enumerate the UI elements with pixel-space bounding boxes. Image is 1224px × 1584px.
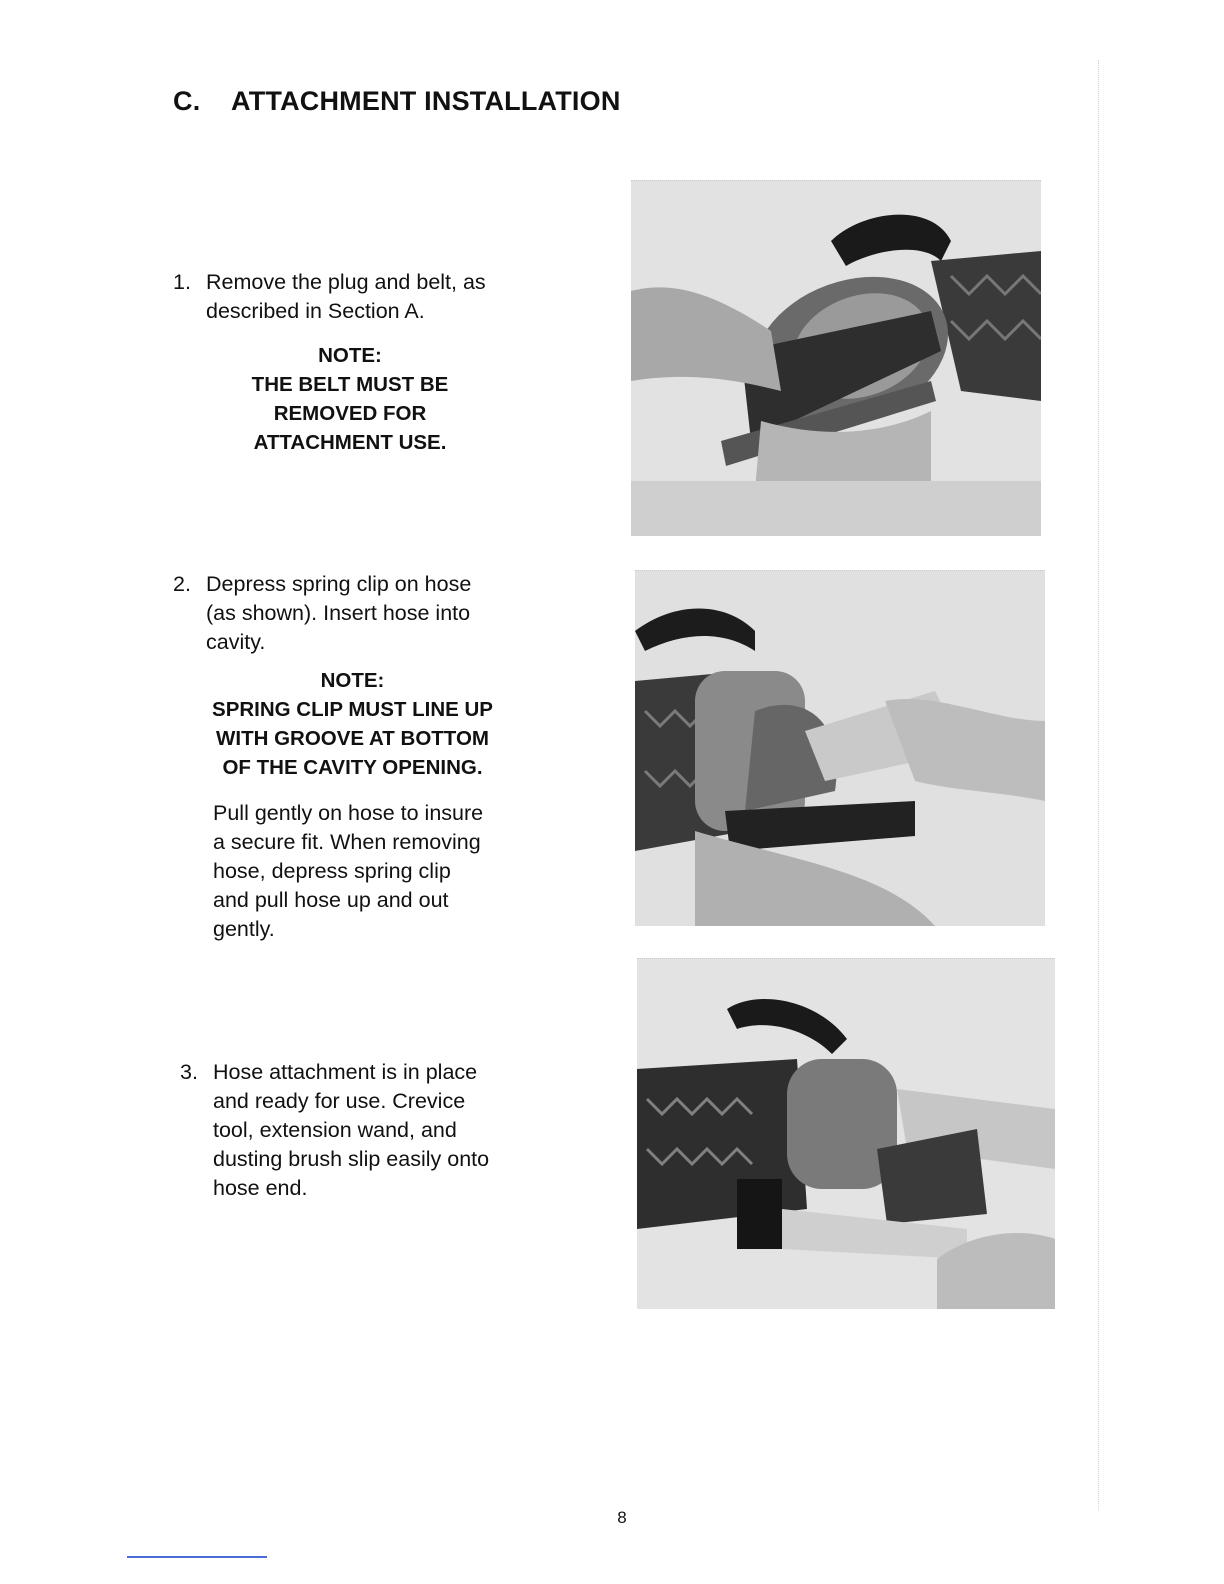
note-line: OF THE CAVITY OPENING. (222, 756, 483, 779)
note-2 (170, 666, 535, 782)
scan-edge-line (1098, 60, 1099, 1510)
step-number: 1. (173, 270, 191, 294)
section-letter: C. (173, 86, 201, 116)
para-line: and pull hose up and out (213, 888, 449, 912)
note-1 (190, 341, 510, 457)
step-2-followup (213, 799, 483, 944)
step-2 (173, 570, 471, 657)
step-line: (as shown). Insert hose into (206, 601, 471, 625)
step-3 (180, 1058, 489, 1203)
note-line: REMOVED FOR (273, 402, 427, 425)
note-label: NOTE: (320, 669, 385, 692)
footer-rule (127, 1556, 267, 1558)
step-line: dusting brush slip easily onto (213, 1147, 490, 1171)
step-line: described in Section A. (206, 299, 425, 323)
note-label: NOTE: (318, 344, 382, 367)
photo-remove-belt (631, 180, 1041, 536)
step-number: 2. (173, 572, 191, 596)
photo-insert-hose (635, 570, 1045, 926)
para-line: gently. (213, 917, 275, 941)
para-line: a secure fit. When removing (213, 830, 481, 854)
step-line: Depress spring clip on hose (206, 572, 472, 596)
note-line: THE BELT MUST BE (251, 373, 449, 396)
section-heading (173, 86, 621, 117)
para-line: hose, depress spring clip (213, 859, 451, 883)
step-1 (173, 268, 486, 326)
note-line: ATTACHMENT USE. (253, 431, 447, 454)
para-line: Pull gently on hose to insure (213, 801, 484, 825)
step-line: and ready for use. Crevice (213, 1089, 466, 1113)
step-number: 3. (180, 1060, 198, 1084)
step-line: tool, extension wand, and (213, 1118, 457, 1142)
step-line: cavity. (206, 630, 266, 654)
section-title: ATTACHMENT INSTALLATION (231, 86, 621, 116)
note-line: WITH GROOVE AT BOTTOM (216, 727, 489, 750)
step-line: hose end. (213, 1176, 308, 1200)
photo-hose-in-place (637, 958, 1055, 1309)
step-line: Hose attachment is in place (213, 1060, 478, 1084)
note-line: SPRING CLIP MUST LINE UP (212, 698, 493, 721)
page-number: 8 (617, 1508, 627, 1527)
step-line: Remove the plug and belt, as (206, 270, 486, 294)
